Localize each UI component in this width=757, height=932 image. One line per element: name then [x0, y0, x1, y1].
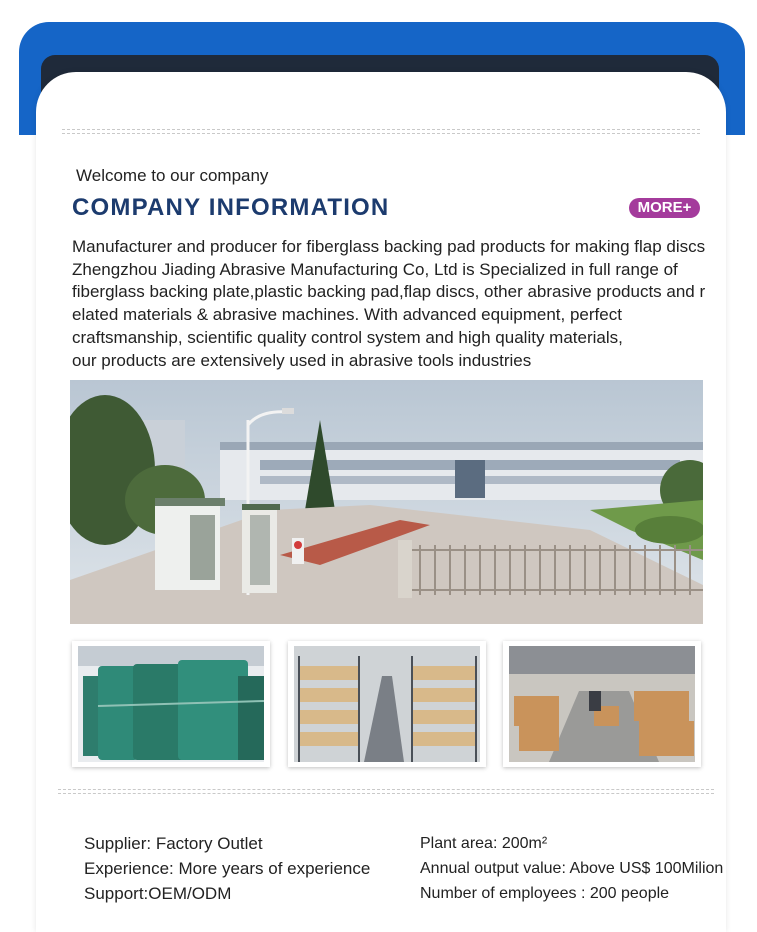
thumbnail-warehouse-boxes [503, 641, 701, 767]
description-line: elated materials & abrasive machines. With advanced equipment, perfect [72, 305, 622, 325]
page-title: COMPANY INFORMATION [72, 194, 390, 221]
company-description [72, 236, 712, 372]
description-line: Manufacturer and producer for fiberglass backing pad products for making flap discs [72, 237, 706, 256]
detail-plant-area: Plant area: 200m² [420, 835, 548, 852]
detail-employees: Number of employees : 200 people [420, 885, 670, 902]
detail-output-value: Annual output value: Above US$ 100Milion [420, 860, 724, 877]
description-line: our products are extensively used in abrasive tools industries [72, 350, 532, 370]
divider-top [62, 129, 700, 135]
more-button[interactable]: MORE+ [629, 198, 700, 218]
divider-middle [58, 789, 714, 795]
factory-photo [70, 380, 703, 624]
description-line: fiberglass backing plate,plastic backing pad,flap discs, other abrasive products and r [72, 282, 706, 302]
details-left [84, 831, 370, 906]
description-line: craftsmanship, scientific quality control system and high quality materials, [72, 327, 623, 347]
detail-supplier: Supplier: Factory Outlet [84, 834, 263, 853]
thumbnail-warehouse-shelves [288, 641, 486, 767]
details-right [420, 831, 723, 906]
description-line: Zhengzhou Jiading Abrasive Manufacturing Co, Ltd is Specialized in full range of [72, 259, 678, 279]
thumbnail-materials [72, 641, 270, 767]
detail-support: Support:OEM/ODM [84, 884, 232, 903]
welcome-text: Welcome to our company [76, 166, 269, 185]
detail-experience: Experience: More years of experience [84, 859, 371, 878]
